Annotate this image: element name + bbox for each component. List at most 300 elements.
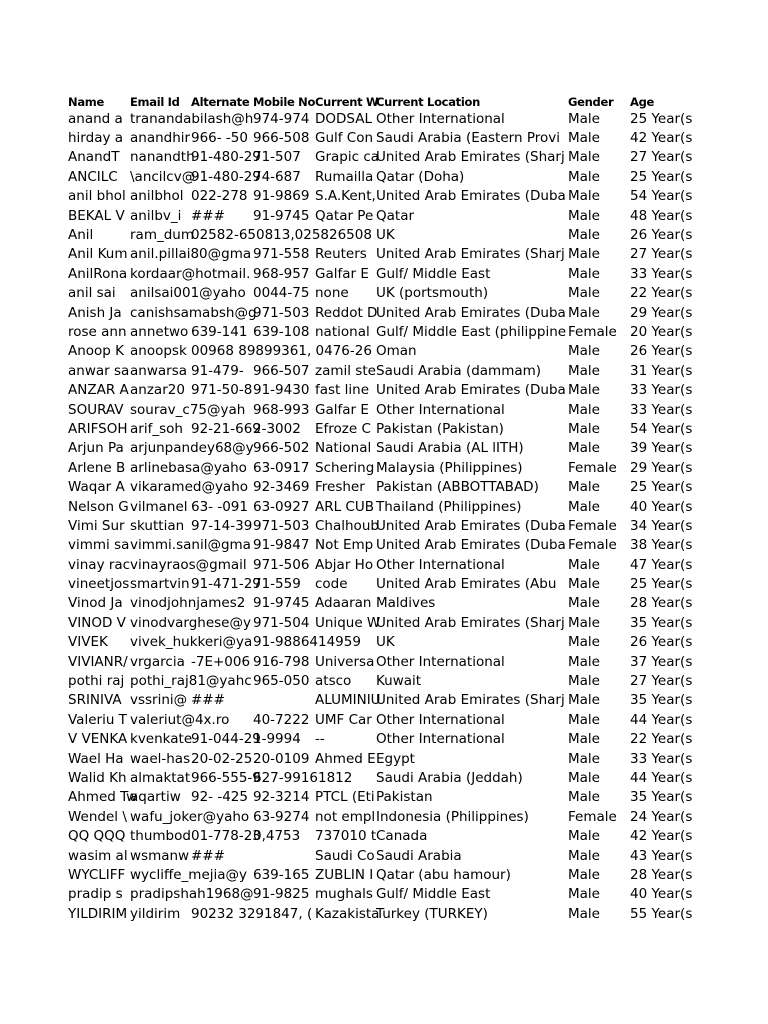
table-row bbox=[68, 206, 690, 225]
name-cell: anil sai bbox=[68, 285, 116, 302]
mobile-cell: 639-108 bbox=[253, 323, 310, 340]
table-row bbox=[68, 904, 690, 923]
location-cell: Gulf/ Middle East (philippine bbox=[376, 323, 567, 340]
email-cell: wsmanw bbox=[130, 847, 190, 864]
gender-cell: Male bbox=[568, 246, 600, 263]
name-cell: SOURAV bbox=[68, 401, 124, 418]
email-cell: vilmanel bbox=[130, 498, 188, 515]
mobile-cell: 968-957 bbox=[253, 265, 310, 282]
gender-cell: Male bbox=[568, 614, 600, 631]
current-work-cell: Grapic ca bbox=[315, 149, 380, 166]
header-alternate: Alternate bbox=[191, 94, 250, 109]
mobile-cell: 40-7222 bbox=[253, 711, 310, 728]
table-row bbox=[68, 497, 690, 516]
current-work-cell: Chalhoub bbox=[315, 517, 379, 534]
email-cell: sourav_c75@yah bbox=[130, 401, 246, 418]
mobile-cell: 91-9430 bbox=[253, 382, 310, 399]
mobile-cell: 0044-75 bbox=[253, 285, 310, 302]
current-work-cell: Schering bbox=[315, 459, 375, 476]
mobile-cell: 971-506 bbox=[253, 556, 310, 573]
location-cell: Egypt bbox=[376, 750, 415, 767]
age-cell: 26 Year(s bbox=[630, 343, 693, 360]
name-cell: Arlene B bbox=[68, 459, 126, 476]
email-cell: pothi_raj81@yahc bbox=[130, 673, 252, 690]
mobile-cell: 91-9825 bbox=[253, 886, 310, 903]
current-work-cell: ARL CUB bbox=[315, 498, 374, 515]
age-cell: 43 Year(s bbox=[630, 847, 693, 864]
table-row bbox=[68, 807, 690, 826]
name-cell: Vinod Ja bbox=[68, 595, 123, 612]
name-cell: pradip s bbox=[68, 886, 123, 903]
email-cell: arlinebasa@yaho bbox=[130, 459, 247, 476]
current-work-cell: Not Emp bbox=[315, 537, 374, 554]
mobile-cell: 63-9274 bbox=[253, 808, 310, 825]
email-cell: wael-has bbox=[130, 750, 191, 767]
name-cell: AnilRona bbox=[68, 265, 128, 282]
gender-cell: Female bbox=[568, 459, 617, 476]
name-cell: Anoop K bbox=[68, 343, 125, 360]
age-cell: 25 Year(s bbox=[630, 110, 693, 127]
alternate-cell: 90232 3291847, ( bbox=[191, 905, 313, 922]
alternate-cell: 91-044-29 bbox=[191, 731, 261, 748]
alternate-cell: ### bbox=[191, 692, 225, 709]
age-cell: 35 Year(s bbox=[630, 692, 693, 709]
age-cell: 44 Year(s bbox=[630, 711, 693, 728]
gender-cell: Male bbox=[568, 265, 600, 282]
name-cell: Nelson G bbox=[68, 498, 129, 515]
age-cell: 54 Year(s bbox=[630, 188, 693, 205]
age-cell: 27 Year(s bbox=[630, 149, 693, 166]
gender-cell: Male bbox=[568, 886, 600, 903]
table-row bbox=[68, 284, 690, 303]
table-row bbox=[68, 225, 690, 244]
name-cell: anil bhol bbox=[68, 188, 126, 205]
gender-cell: Male bbox=[568, 440, 600, 457]
current-work-cell: not empl bbox=[315, 808, 376, 825]
gender-cell: Male bbox=[568, 634, 600, 651]
current-work-cell: ZUBLIN I bbox=[315, 866, 374, 883]
gender-cell: Male bbox=[568, 556, 600, 573]
age-cell: 26 Year(s bbox=[630, 634, 693, 651]
name-cell: Ahmed Tw bbox=[68, 789, 138, 806]
email-cell: \ancilcv@ bbox=[130, 168, 196, 185]
name-cell: YILDIRIM bbox=[68, 905, 128, 922]
email-cell: anoopsk bbox=[130, 343, 187, 360]
name-cell: anand a bbox=[68, 110, 123, 127]
name-cell: Anish Ja bbox=[68, 304, 122, 321]
current-work-cell: Qatar Pe bbox=[315, 207, 374, 224]
alternate-cell: 20-02-25 bbox=[191, 750, 253, 767]
email-cell: vrgarcia bbox=[130, 653, 185, 670]
gender-cell: Male bbox=[568, 595, 600, 612]
current-work-cell: Adaaran bbox=[315, 595, 372, 612]
age-cell: 48 Year(s bbox=[630, 207, 693, 224]
location-cell: United Arab Emirates (Duba bbox=[376, 382, 566, 399]
age-cell: 40 Year(s bbox=[630, 498, 693, 515]
table-row bbox=[68, 536, 690, 555]
name-cell: vimmi sa bbox=[68, 537, 130, 554]
email-cell: skuttian bbox=[130, 517, 185, 534]
name-cell: Anil bbox=[68, 227, 94, 244]
current-work-cell: DODSAL bbox=[315, 110, 372, 127]
email-cell: vinodjohnjames2 bbox=[130, 595, 246, 612]
table-row bbox=[68, 109, 690, 128]
gender-cell: Male bbox=[568, 110, 600, 127]
email-cell: vinayraos@gmail bbox=[130, 556, 247, 573]
name-cell: Anil Kum bbox=[68, 246, 128, 263]
age-cell: 34 Year(s bbox=[630, 517, 693, 534]
current-work-cell: none bbox=[315, 285, 349, 302]
age-cell: 29 Year(s bbox=[630, 304, 693, 321]
email-cell: arif_soh bbox=[130, 420, 183, 437]
mobile-cell: 971-503 bbox=[253, 517, 310, 534]
name-cell: Wael Ha bbox=[68, 750, 124, 767]
current-work-cell: Ahmed E bbox=[315, 750, 376, 767]
current-work-cell: 737010 t bbox=[315, 828, 377, 845]
email-cell: almaktat bbox=[130, 769, 191, 786]
gender-cell: Male bbox=[568, 653, 600, 670]
mobile-cell: 966-502 bbox=[253, 440, 310, 457]
gender-cell: Male bbox=[568, 498, 600, 515]
location-cell: United Arab Emirates (Duba bbox=[376, 304, 566, 321]
gender-cell: Male bbox=[568, 207, 600, 224]
age-cell: 28 Year(s bbox=[630, 595, 693, 612]
email-cell: vinodvarghese@y bbox=[130, 614, 251, 631]
current-work-cell: UMF Car bbox=[315, 711, 372, 728]
location-cell: Thailand (Philippines) bbox=[376, 498, 522, 515]
alternate-cell: 91-479- bbox=[191, 362, 244, 379]
mobile-cell: 20-0109 bbox=[253, 750, 310, 767]
email-cell: pradipshah1968@ bbox=[130, 886, 254, 903]
current-work-cell: ALUMINIU bbox=[315, 692, 381, 709]
age-cell: 44 Year(s bbox=[630, 769, 693, 786]
age-cell: 38 Year(s bbox=[630, 537, 693, 554]
location-cell: Gulf/ Middle East bbox=[376, 265, 491, 282]
email-cell: wafu_joker@yaho bbox=[130, 808, 250, 825]
email-cell: ram_dum bbox=[130, 227, 194, 244]
table-row bbox=[68, 361, 690, 380]
name-cell: Waqar A bbox=[68, 479, 125, 496]
location-cell: Indonesia (Philippines) bbox=[376, 808, 529, 825]
table-row bbox=[68, 400, 690, 419]
gender-cell: Male bbox=[568, 168, 600, 185]
table-row bbox=[68, 865, 690, 884]
current-work-cell: Reuters bbox=[315, 246, 367, 263]
location-cell: Kuwait bbox=[376, 673, 422, 690]
table-row bbox=[68, 594, 690, 613]
table-row bbox=[68, 613, 690, 632]
header-name: Name bbox=[68, 94, 104, 109]
table-row bbox=[68, 322, 690, 341]
age-cell: 42 Year(s bbox=[630, 828, 693, 845]
location-cell: Other International bbox=[376, 110, 505, 127]
age-cell: 27 Year(s bbox=[630, 673, 693, 690]
alternate-cell: 91-480-29 bbox=[191, 168, 261, 185]
name-cell: wasim al bbox=[68, 847, 128, 864]
alternate-cell: 91-471-29 bbox=[191, 576, 261, 593]
name-cell: vineetjos bbox=[68, 576, 130, 593]
header-gender: Gender bbox=[568, 94, 614, 109]
gender-cell: Male bbox=[568, 304, 600, 321]
email-cell: anwarsa bbox=[130, 362, 187, 379]
location-cell: Maldives bbox=[376, 595, 436, 612]
table-row bbox=[68, 574, 690, 593]
table-row bbox=[68, 303, 690, 322]
location-cell: Oman bbox=[376, 343, 417, 360]
age-cell: 22 Year(s bbox=[630, 731, 693, 748]
name-cell: VINOD V bbox=[68, 614, 126, 631]
table-row bbox=[68, 477, 690, 496]
table-row bbox=[68, 691, 690, 710]
email-cell: canishsamabsh@g bbox=[130, 304, 257, 321]
mobile-cell: 965-050 bbox=[253, 673, 310, 690]
email-cell: annetwo bbox=[130, 323, 189, 340]
alternate-cell: 01-778-23 bbox=[191, 828, 261, 845]
age-cell: 31 Year(s bbox=[630, 362, 693, 379]
current-work-cell: national bbox=[315, 323, 370, 340]
table-body bbox=[68, 109, 693, 923]
table-row bbox=[68, 380, 690, 399]
header-email-id: Email Id bbox=[130, 94, 180, 109]
current-work-cell: mughals bbox=[315, 886, 373, 903]
table-row bbox=[68, 342, 690, 361]
name-cell: pothi raj bbox=[68, 673, 125, 690]
name-cell: ARIFSOH bbox=[68, 420, 128, 437]
mobile-cell: 71-559 bbox=[253, 576, 301, 593]
current-work-cell: Reddot D bbox=[315, 304, 378, 321]
current-work-cell: S.A.Kent, bbox=[315, 188, 376, 205]
age-cell: 47 Year(s bbox=[630, 556, 693, 573]
location-cell: Saudi Arabia (Jeddah) bbox=[376, 769, 523, 786]
table-row bbox=[68, 555, 690, 574]
mobile-cell: 916-798 bbox=[253, 653, 310, 670]
name-cell: Walid Kh bbox=[68, 769, 127, 786]
age-cell: 35 Year(s bbox=[630, 614, 693, 631]
location-cell: Other International bbox=[376, 731, 505, 748]
header-current-location: Current Location bbox=[376, 94, 480, 109]
mobile-cell: 974-974 bbox=[253, 110, 310, 127]
age-cell: 25 Year(s bbox=[630, 168, 693, 185]
mobile-cell: 968-993 bbox=[253, 401, 310, 418]
current-work-cell: Abjar Ho bbox=[315, 556, 374, 573]
table-row bbox=[68, 846, 690, 865]
mobile-cell: 2-3002 bbox=[253, 420, 301, 437]
gender-cell: Male bbox=[568, 692, 600, 709]
email-cell: vimmi.sanil@gma bbox=[130, 537, 251, 554]
location-cell: Saudi Arabia (AL lITH) bbox=[376, 440, 524, 457]
location-cell: Qatar (abu hamour) bbox=[376, 866, 511, 883]
current-work-cell: Fresher bbox=[315, 479, 365, 496]
mobile-cell: 74-687 bbox=[253, 168, 301, 185]
age-cell: 35 Year(s bbox=[630, 789, 693, 806]
mobile-cell: 91-9745 bbox=[253, 207, 310, 224]
current-work-cell: Galfar E bbox=[315, 265, 369, 282]
gender-cell: Female bbox=[568, 808, 617, 825]
alternate-cell: 022-278 bbox=[191, 188, 248, 205]
gender-cell: Male bbox=[568, 149, 600, 166]
name-cell: V VENKA bbox=[68, 731, 128, 748]
age-cell: 26 Year(s bbox=[630, 227, 693, 244]
mobile-cell: 91-9886414959 bbox=[253, 634, 361, 651]
current-work-cell: code bbox=[315, 576, 348, 593]
name-cell: Valeriu T bbox=[68, 711, 127, 728]
name-cell: hirday a bbox=[68, 130, 124, 147]
age-cell: 40 Year(s bbox=[630, 886, 693, 903]
mobile-cell: 971-558 bbox=[253, 246, 310, 263]
name-cell: SRINIVA bbox=[68, 692, 122, 709]
gender-cell: Female bbox=[568, 323, 617, 340]
age-cell: 25 Year(s bbox=[630, 576, 693, 593]
age-cell: 33 Year(s bbox=[630, 401, 693, 418]
location-cell: Saudi Arabia (Eastern Provi bbox=[376, 130, 560, 147]
location-cell: Other International bbox=[376, 401, 505, 418]
email-cell: tranandabilash@h bbox=[130, 110, 254, 127]
current-work-cell: atsco bbox=[315, 673, 352, 690]
gender-cell: Male bbox=[568, 401, 600, 418]
header-row bbox=[68, 94, 690, 109]
header-current-work: Current W bbox=[315, 94, 379, 109]
location-cell: UK bbox=[376, 634, 395, 651]
table-row bbox=[68, 128, 690, 147]
table-row bbox=[68, 633, 690, 652]
applicants-table bbox=[68, 94, 693, 923]
location-cell: Pakistan (Pakistan) bbox=[376, 420, 504, 437]
mobile-cell: 0,4753 bbox=[253, 828, 301, 845]
location-cell: United Arab Emirates (Duba bbox=[376, 517, 566, 534]
gender-cell: Male bbox=[568, 576, 600, 593]
current-work-cell: Saudi Co bbox=[315, 847, 375, 864]
current-work-cell: fast line bbox=[315, 382, 370, 399]
alternate-cell: 966-555-9 bbox=[191, 769, 261, 786]
gender-cell: Male bbox=[568, 731, 600, 748]
age-cell: 27 Year(s bbox=[630, 246, 693, 263]
email-cell: anzar20 bbox=[130, 382, 185, 399]
email-cell: vssrini@ bbox=[130, 692, 188, 709]
gender-cell: Male bbox=[568, 789, 600, 806]
gender-cell: Male bbox=[568, 750, 600, 767]
mobile-cell: 63-0927 bbox=[253, 498, 310, 515]
location-cell: Saudi Arabia (dammam) bbox=[376, 362, 542, 379]
current-work-cell: -- bbox=[315, 731, 325, 748]
alternate-cell: 92- -425 bbox=[191, 789, 248, 806]
alternate-cell: 02582-650813,025826508 bbox=[191, 227, 372, 244]
location-cell: Other International bbox=[376, 556, 505, 573]
age-cell: 25 Year(s bbox=[630, 479, 693, 496]
name-cell: VIVIANR/ bbox=[68, 653, 128, 670]
gender-cell: Female bbox=[568, 517, 617, 534]
name-cell: Vimi Sur bbox=[68, 517, 125, 534]
age-cell: 24 Year(s bbox=[630, 808, 693, 825]
gender-cell: Male bbox=[568, 479, 600, 496]
gender-cell: Male bbox=[568, 769, 600, 786]
current-work-cell: PTCL (Eti bbox=[315, 789, 375, 806]
gender-cell: Male bbox=[568, 285, 600, 302]
name-cell: QQ QQQ bbox=[68, 828, 126, 845]
current-work-cell: Efroze C bbox=[315, 420, 371, 437]
name-cell: AnandT bbox=[68, 149, 120, 166]
email-cell: wycliffe_mejia@y bbox=[130, 866, 248, 883]
email-cell: anilsai001@yaho bbox=[130, 285, 246, 302]
table-row bbox=[68, 516, 690, 535]
email-cell: nanandth bbox=[130, 149, 195, 166]
age-cell: 28 Year(s bbox=[630, 866, 693, 883]
alternate-cell: 966- -50 bbox=[191, 130, 248, 147]
alternate-cell: 92-21-669 bbox=[191, 420, 261, 437]
age-cell: 33 Year(s bbox=[630, 750, 693, 767]
mobile-cell: 1-9994 bbox=[253, 731, 301, 748]
name-cell: WYCLIFF bbox=[68, 866, 126, 883]
location-cell: Other International bbox=[376, 711, 505, 728]
mobile-cell: 971-504 bbox=[253, 614, 310, 631]
gender-cell: Male bbox=[568, 188, 600, 205]
mobile-cell: 91-9847 bbox=[253, 537, 310, 554]
name-cell: Arjun Pa bbox=[68, 440, 124, 457]
mobile-cell: 627-99161812 bbox=[253, 769, 353, 786]
age-cell: 54 Year(s bbox=[630, 420, 693, 437]
mobile-cell: 966-507 bbox=[253, 362, 310, 379]
gender-cell: Male bbox=[568, 828, 600, 845]
table-row bbox=[68, 671, 690, 690]
location-cell: Qatar (Doha) bbox=[376, 168, 465, 185]
name-cell: rose ann bbox=[68, 323, 127, 340]
location-cell: UK bbox=[376, 227, 395, 244]
age-cell: 22 Year(s bbox=[630, 285, 693, 302]
email-cell: aqartiw bbox=[130, 789, 181, 806]
location-cell: Other International bbox=[376, 653, 505, 670]
table-row bbox=[68, 652, 690, 671]
table-row bbox=[68, 167, 690, 186]
location-cell: United Arab Emirates (Abu bbox=[376, 576, 557, 593]
alternate-cell: ### bbox=[191, 847, 225, 864]
age-cell: 33 Year(s bbox=[630, 265, 693, 282]
table-row bbox=[68, 885, 690, 904]
gender-cell: Female bbox=[568, 537, 617, 554]
email-cell: kvenkate bbox=[130, 731, 193, 748]
table-row bbox=[68, 439, 690, 458]
alternate-cell: ### bbox=[191, 207, 225, 224]
age-cell: 39 Year(s bbox=[630, 440, 693, 457]
age-cell: 33 Year(s bbox=[630, 382, 693, 399]
table-row bbox=[68, 419, 690, 438]
email-cell: anilbhol bbox=[130, 188, 184, 205]
location-cell: Canada bbox=[376, 828, 428, 845]
gender-cell: Male bbox=[568, 362, 600, 379]
name-cell: ANCILC bbox=[68, 168, 118, 185]
alternate-cell: 971-50-8 bbox=[191, 382, 253, 399]
location-cell: UK (portsmouth) bbox=[376, 285, 489, 302]
mobile-cell: 966-508 bbox=[253, 130, 310, 147]
current-work-cell: Universa bbox=[315, 653, 375, 670]
mobile-cell: 92-3469 bbox=[253, 479, 310, 496]
location-cell: Qatar bbox=[376, 207, 415, 224]
gender-cell: Male bbox=[568, 673, 600, 690]
table-row bbox=[68, 264, 690, 283]
gender-cell: Male bbox=[568, 343, 600, 360]
table-row bbox=[68, 788, 690, 807]
age-cell: 37 Year(s bbox=[630, 653, 693, 670]
age-cell: 42 Year(s bbox=[630, 130, 693, 147]
alternate-cell: 00968 89899361, 0476-26 bbox=[191, 343, 372, 360]
email-cell: thumbod bbox=[130, 828, 191, 845]
email-cell: kordaar@hotmail. bbox=[130, 265, 251, 282]
age-cell: 20 Year(s bbox=[630, 323, 693, 340]
current-work-cell: zamil ste bbox=[315, 362, 376, 379]
location-cell: United Arab Emirates (Sharj bbox=[376, 246, 565, 263]
gender-cell: Male bbox=[568, 420, 600, 437]
age-cell: 55 Year(s bbox=[630, 905, 693, 922]
table-row bbox=[68, 749, 690, 768]
alternate-cell: 91-480-29 bbox=[191, 149, 261, 166]
